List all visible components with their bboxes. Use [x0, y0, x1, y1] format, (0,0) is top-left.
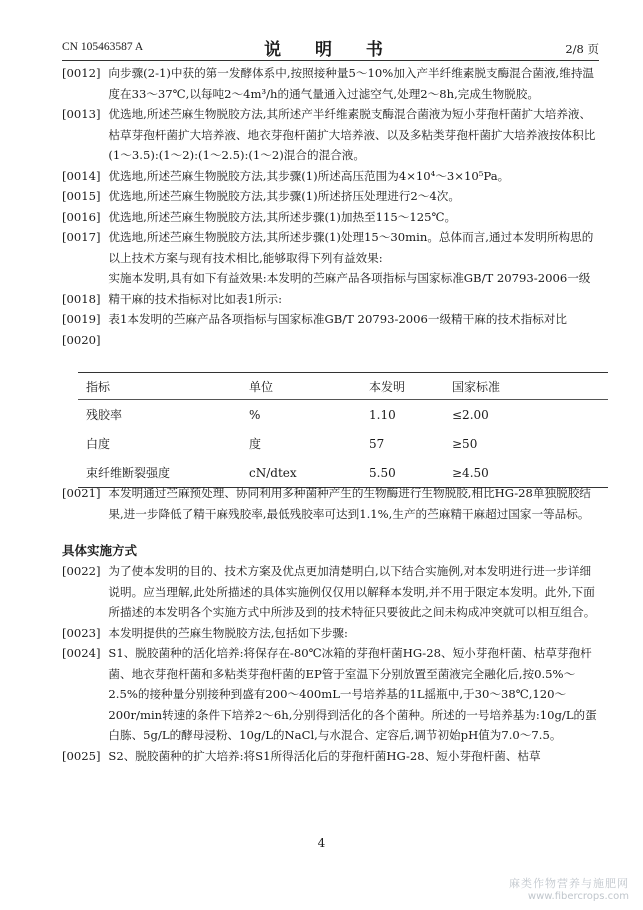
table-cell: ≤2.00	[452, 407, 489, 422]
paragraph-number: [0021]	[62, 486, 101, 500]
paragraph-text: 优选地,所述苎麻生物脱胶方法,其所述步骤(1)加热至115～125℃。	[108, 209, 457, 224]
paragraph	[62, 330, 599, 351]
table-cell: 白度	[86, 437, 111, 451]
paragraph-text: 本发明通过苎麻预处理、协同利用多种菌种产生的生物酶进行生物脱胶,相比HG-28单独脱胶结果,进一步降低了精干麻残胶率,最低残胶率可达到1.1%,生产的苎麻精干麻超过国家一等品标。	[108, 486, 591, 521]
column-header: 单位	[249, 379, 274, 394]
page-indicator: 2/8 页	[565, 42, 599, 56]
page-number: 4	[317, 836, 326, 850]
paragraph-number: [0023]	[62, 625, 101, 640]
table-cell: 5.50	[369, 465, 396, 480]
paragraph	[62, 746, 599, 767]
table-cell: 束纤维断裂强度	[86, 466, 171, 480]
paragraph-text: 优选地,所述苎麻生物脱胶方法,其所述步骤(1)处理15～30min。总体而言,通过本发明所构思的以上技术方案与现有技术相比,能够取得下列有益效果:	[108, 230, 594, 265]
header-divider	[62, 60, 599, 61]
comparison-table-wrapper	[78, 372, 608, 488]
page-header	[62, 34, 599, 60]
paragraph	[62, 623, 599, 644]
paragraph-number: [0022]	[62, 564, 101, 578]
table-cell: ≥50	[452, 436, 478, 451]
paragraph	[62, 309, 599, 330]
paragraph-number: [0025]	[62, 748, 101, 763]
table-cell: ≥4.50	[452, 465, 489, 480]
paragraph	[62, 227, 599, 268]
paragraph-number: [0015]	[62, 189, 101, 203]
paragraph-number: [0017]	[62, 230, 101, 244]
paragraph-number: [0012]	[62, 66, 101, 80]
table-row	[78, 429, 608, 458]
paragraph-number: [0014]	[62, 168, 101, 183]
paragraph-text: 优选地,所述苎麻生物脱胶方法,其步骤(1)所述高压范围为4×10⁴～3×10⁵Pa。	[108, 168, 510, 183]
paragraph	[62, 289, 599, 310]
paragraphs-bottom	[62, 483, 599, 766]
paragraph	[62, 104, 599, 166]
paragraph-text: S1、脱胶菌种的活化培养:将保存在-80℃冰箱的芽孢杆菌HG-28、短小芽孢杆菌、枯草芽孢杆菌、地衣芽孢杆菌和多粘类芽孢杆菌的EP管于室温下分别放置至菌液完全融化后,按0.5%～2.5%的接种量分别接种到盛有200～400mL一号培养基的1L摇瓶中,于30～38℃,120～200r/min转速的条件下培养2～6h,分别得到活化的各个菌种。所述的一号培养基为:10g/L的蛋白胨、5g/L的酵母浸粉、10g/L的NaCl,与水混合、定容后,调节初始pH值为7.0～7.5。	[108, 646, 597, 742]
paragraph	[62, 63, 599, 104]
patent-number: CN 105463587 A	[62, 41, 144, 53]
paragraph-number: [0016]	[62, 209, 101, 224]
paragraphs-top	[62, 63, 599, 350]
table-cell: 残胶率	[86, 408, 123, 422]
document-title: 说 明 书	[264, 40, 397, 60]
paragraph-text: 优选地,所述苎麻生物脱胶方法,其步骤(1)所述挤压处理进行2～4次。	[108, 189, 460, 203]
column-header: 国家标准	[452, 379, 501, 394]
paragraph	[62, 186, 599, 207]
section-heading: 具体实施方式	[62, 543, 138, 558]
paragraph	[62, 166, 599, 187]
paragraph	[62, 483, 599, 524]
paragraph-number: [0013]	[62, 107, 101, 121]
paragraph-text: 实施本发明,具有如下有益效果:本发明的苎麻产品各项指标与国家标准GB/T 20793-2006一级精干麻的技术指标对比如表1所示:	[108, 271, 591, 306]
paragraph	[62, 207, 599, 228]
table-cell: cN/dtex	[249, 465, 297, 480]
paragraph-text: S2、脱胶菌种的扩大培养:将S1所得活化后的芽孢杆菌HG-28、短小芽孢杆菌、枯草	[108, 748, 541, 763]
table-row	[78, 400, 608, 430]
column-header: 本发明	[369, 379, 406, 394]
comparison-table	[78, 372, 608, 488]
paragraph-text: 向步骤(2-1)中获的第一发酵体系中,按照接种量5～10%加入产半纤维素脱支酶混合菌液,维持温度在33～37℃,以每吨2～4m³/h的通气量通入过滤空气,处理2～8h,完成生物脱胶。	[108, 66, 595, 101]
paragraph	[62, 561, 599, 623]
table-cell: 度	[249, 437, 262, 451]
table-cell: %	[249, 407, 261, 422]
paragraph-text: 为了使本发明的目的、技术方案及优点更加清楚明白,以下结合实施例,对本发明进行进一步详细说明。应当理解,此处所描述的具体实施例仅仅用以解释本发明,并不用于限定本发明。此外,下面所描述的本发明各个实施方式中所涉及到的技术特征只要彼此之间未构成冲突就可以相互组合。	[108, 564, 596, 619]
watermark-url: www.fibercrops.com	[527, 891, 629, 902]
paragraph-number: [0019]	[62, 312, 101, 326]
watermark-title: 麻类作物营养与施肥网	[509, 877, 629, 890]
paragraph-number: [0018]	[62, 291, 101, 306]
table-header-row	[78, 373, 608, 400]
paragraph-text: 本发明提供的苎麻生物脱胶方法,包括如下步骤:	[108, 625, 348, 640]
paragraph-text: 表1本发明的苎麻产品各项指标与国家标准GB/T 20793-2006一级精干麻的技术指标对比	[108, 312, 567, 326]
paragraph-number: [0020]	[62, 332, 101, 347]
paragraph-text: 优选地,所述苎麻生物脱胶方法,其所述产半纤维素脱支酶混合菌液为短小芽孢杆菌扩大培养液、枯草芽孢杆菌扩大培养液、地衣芽孢杆菌扩大培养液、以及多粘类芽孢杆菌扩大培养液按体积比(1～3.5):(1～2):(1～2.5):(1～2)混合的混合液。	[108, 107, 596, 162]
watermark	[509, 875, 629, 902]
column-header: 指标	[86, 379, 111, 394]
paragraph	[62, 643, 599, 746]
table-cell: 1.10	[369, 407, 396, 422]
paragraph-number: [0024]	[62, 646, 101, 660]
table-cell: 57	[369, 436, 385, 451]
